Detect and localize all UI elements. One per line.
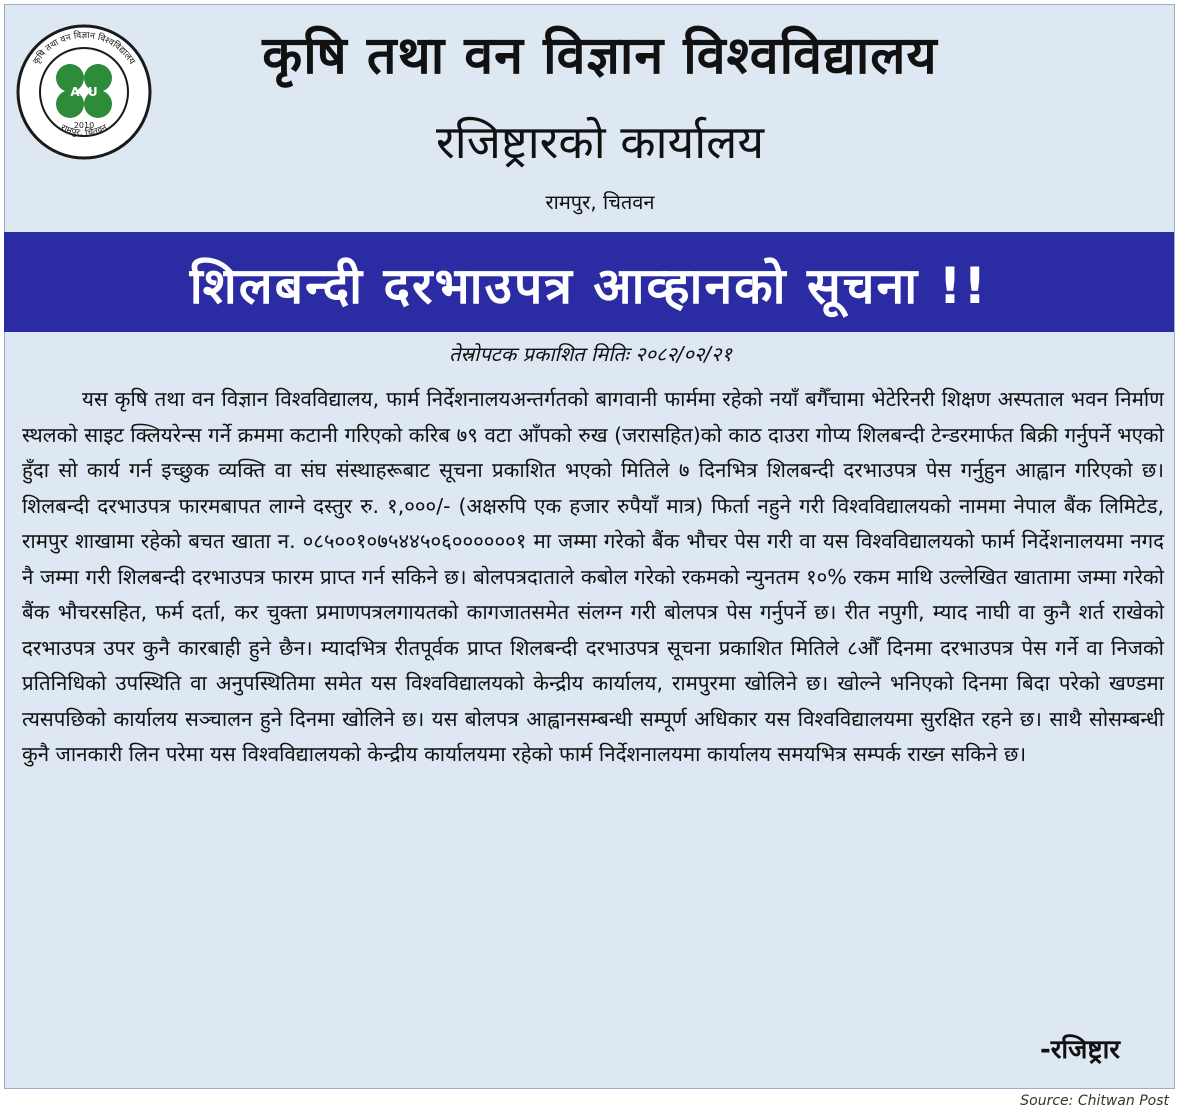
source-credit: Source: Chitwan Post: [1020, 1093, 1169, 1109]
university-logo: [14, 22, 154, 162]
logo-center-text: AFU: [70, 85, 98, 99]
logo-year: 2010: [73, 121, 95, 130]
office-name: रजिष्ट्रारको कार्यालय: [435, 115, 765, 169]
university-name: कृषि तथा वन विज्ञान विश्वविद्यालय: [262, 26, 938, 86]
logo-ring-text-top: कृषि तथा वन विज्ञान विश्वविद्यालय: [31, 30, 137, 67]
notice-body: यस कृषि तथा वन विज्ञान विश्वविद्यालय, फार्म निर्देशनालयअन्तर्गतको बागवानी फार्ममा रहेको नयाँ बगैँचामा भेटेरिनरी शिक्षण अस्पताल भवन निर्माण स्थलको साइट क्लियरेन्स गर्ने क्रममा कटानी गरिएको करिब ७९ वटा आँपको रुख (जरासहित)को काठ दाउरा गोप्य शिलबन्दी टेन्डरमार्फत बिक्री गर्नुपर्ने भएको हुँदा सो कार्य गर्न इच्छुक व्यक्ति वा संघ संस्थाहरूबाट सूचना प्रकाशित भएको मितिले ७ दिनभित्र शिलबन्दी दरभाउपत्र पेस गर्नुहुन आह्वान गरिएको छ। शिलबन्दी दरभाउपत्र फारमबापत लाग्ने दस्तुर रु. १,०००/- (अक्षरुपि एक हजार रुपैयाँ मात्र) फिर्ता नहुने गरी विश्वविद्यालयको नाममा नेपाल बैंक लिमिटेड, रामपुर शाखामा रहेको बचत खाता न. ०८५००१०७५४४५०६००००००१ मा जम्मा गरेको बैंक भौचर पेस गरी वा यस विश्वविद्यालयको फार्म निर्देशनालयमा नगद नै जम्मा गरी शिलबन्दी दरभाउपत्र फारम प्राप्त गर्न सकिने छ। बोलपत्रदाताले कबोल गरेको रकमको न्युनतम १०% रकम माथि उल्लेखित खातामा जम्मा गरेको बैंक भौचरसहित, फर्म दर्ता, कर चुक्ता प्रमाणपत्रलगायतको कागजातसमेत संलग्न गरी बोलपत्र पेस गर्नुपर्ने छ। रीत नपुगी, म्याद नाघी वा कुनै शर्त राखेको दरभाउपत्र उपर कुनै कारबाही हुने छैन। म्यादभित्र रीतपूर्वक प्राप्त शिलबन्दी दरभाउपत्र सूचना प्रकाशित मितिले ८औँ दिनमा दरभाउपत्र पेस गर्ने वा निजको प्रतिनिधिको उपस्थिति वा अनुपस्थितिमा समेत यस विश्वविद्यालयको केन्द्रीय कार्यालय, रामपुरमा खोलिने छ। खोल्ने भनिएको दिनमा बिदा परेको खण्डमा त्यसपछिको कार्यालय सञ्चालन हुने दिनमा खोलिने छ। यस बोलपत्र आह्वानसम्बन्धी सम्पूर्ण अधिकार यस विश्वविद्यालयमा सुरक्षित रहने छ। साथै सोसम्बन्धी कुनै जानकारी लिन परेमा यस विश्वविद्यालयको केन्द्रीय कार्यालयमा रहेको फार्म निर्देशनालयमा कार्यालय समयभित्र सम्पर्क राख्न सकिने छ।: [22, 387, 1165, 766]
notice-banner: [4, 232, 1174, 332]
notice-title: शिलबन्दी दरभाउपत्र आव्हानको सूचना !!: [189, 257, 989, 315]
registrar-signature: -रजिष्ट्रार: [1039, 1035, 1120, 1065]
logo-ring-text-bottom: रामपुर, चितवन: [59, 123, 110, 139]
office-location: रामपुर, चितवन: [545, 190, 655, 214]
publication-date: तेस्रोपटक प्रकाशित मितिः २०८२/०२/२१: [449, 342, 732, 366]
